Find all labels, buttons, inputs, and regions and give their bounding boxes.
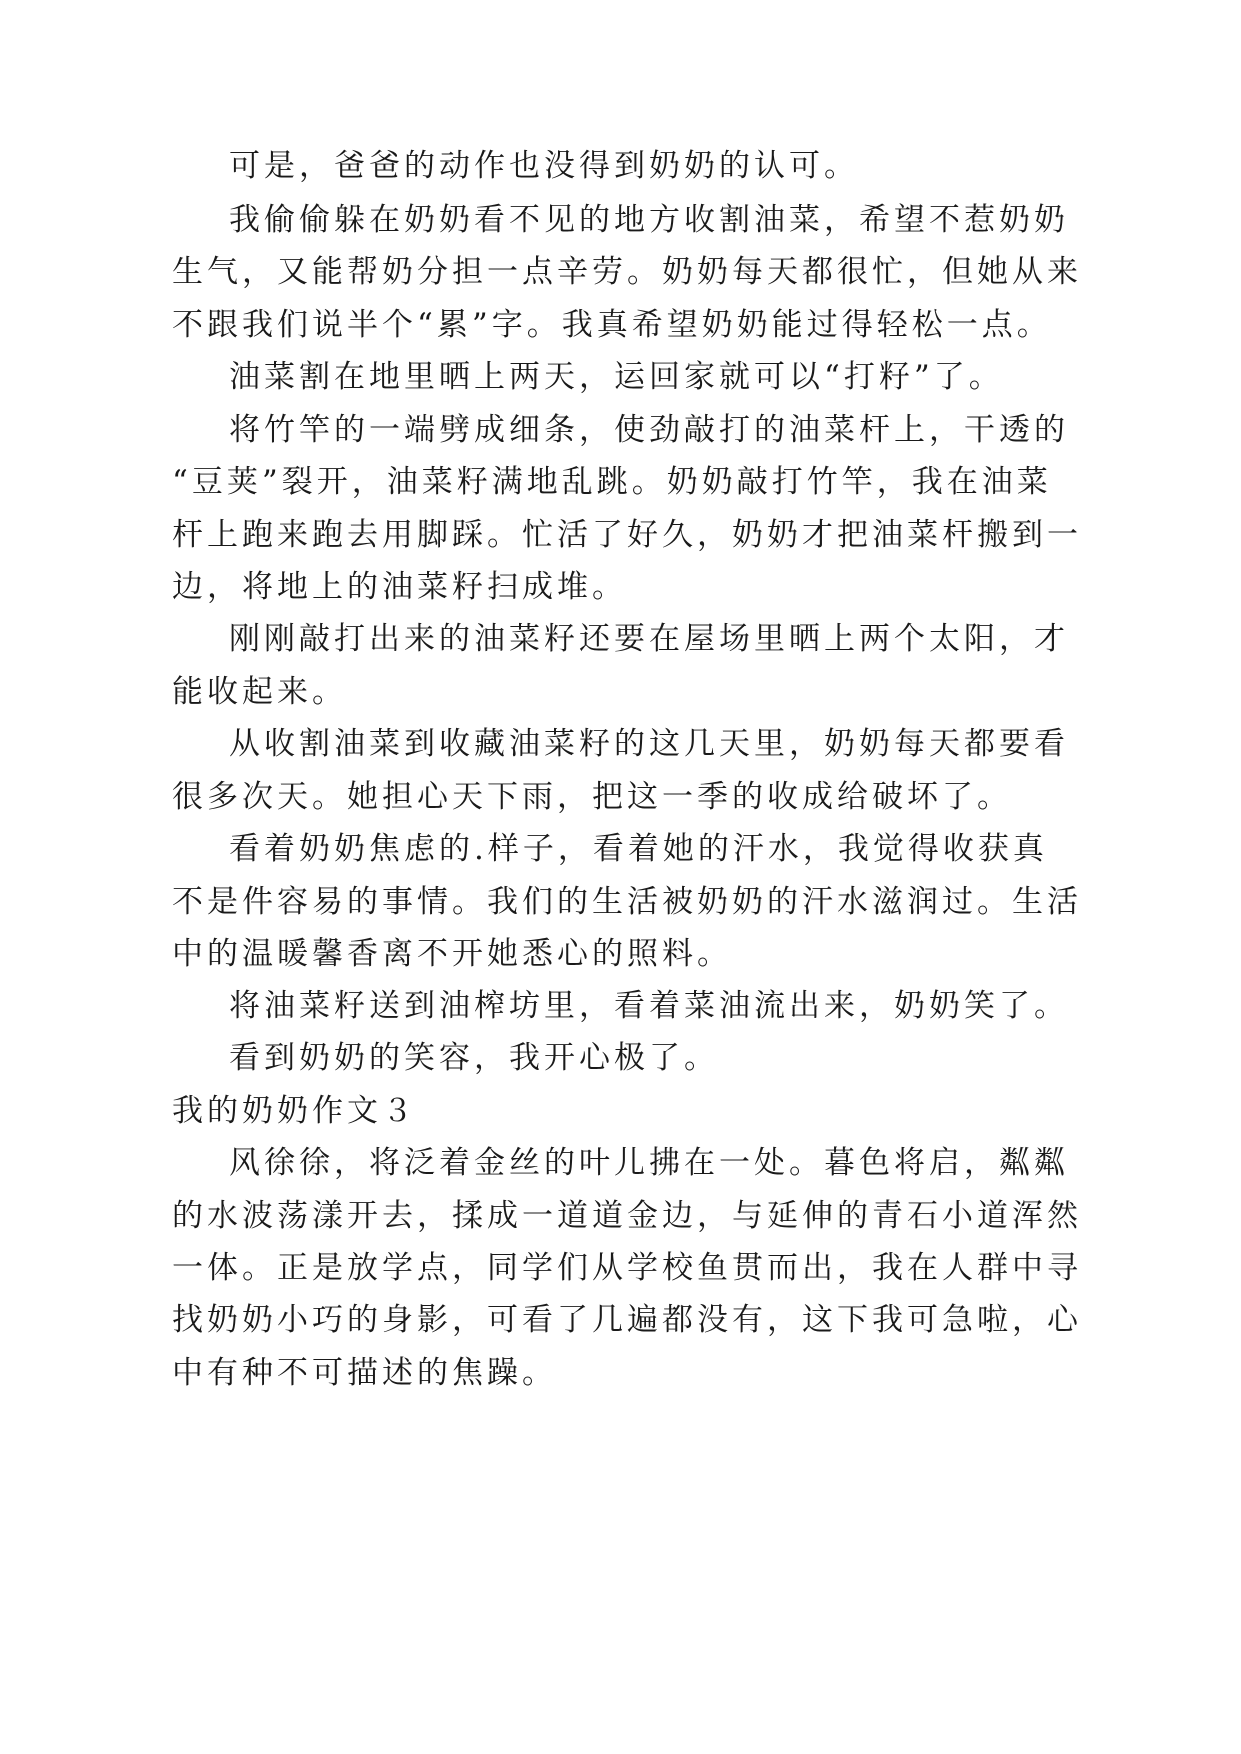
text-line: 风徐徐，将泛着金丝的叶儿拂在一处。暮色将启，粼粼 (229, 1145, 1069, 1181)
text-line: 将油菜籽送到油榨坊里，看着菜油流出来，奶奶笑了。 (229, 988, 1069, 1024)
text-line: “豆荚”裂开，油菜籽满地乱跳。奶奶敲打竹竿，我在油菜 (172, 464, 1052, 500)
text-line: 的水波荡漾开去，揉成一道道金边，与延伸的青石小道浑然 (172, 1198, 1082, 1234)
text-line: 很多次天。她担心天下雨，把这一季的收成给破坏了。 (172, 779, 1012, 815)
text-line: 看到奶奶的笑容，我开心极了。 (229, 1040, 719, 1076)
text-line: 边，将地上的油菜籽扫成堆。 (172, 569, 627, 605)
section-heading: 我的奶奶作文３ (172, 1093, 417, 1129)
text-line: 中的温暖馨香离不开她悉心的照料。 (172, 936, 732, 972)
text-line: 从收割油菜到收藏油菜籽的这几天里，奶奶每天都要看 (229, 726, 1069, 762)
text-line: 油菜割在地里晒上两天，运回家就可以“打籽”了。 (229, 359, 1004, 395)
text-line: 可是，爸爸的动作也没得到奶奶的认可。 (229, 148, 859, 184)
text-line: 找奶奶小巧的身影，可看了几遍都没有，这下我可急啦，心 (172, 1302, 1082, 1338)
text-line: 杆上跑来跑去用脚踩。忙活了好久，奶奶才把油菜杆搬到一 (172, 517, 1082, 553)
text-line: 中有种不可描述的焦躁。 (172, 1355, 557, 1391)
text-line: 刚刚敲打出来的油菜籽还要在屋场里晒上两个太阳，才 (229, 621, 1069, 657)
text-line: 一体。正是放学点，同学们从学校鱼贯而出，我在人群中寻 (172, 1250, 1082, 1286)
text-line: 看着奶奶焦虑的.样子，看着她的汗水，我觉得收获真 (229, 831, 1048, 867)
text-line: 不是件容易的事情。我们的生活被奶奶的汗水滋润过。生活 (172, 884, 1082, 920)
text-line: 我偷偷躲在奶奶看不见的地方收割油菜，希望不惹奶奶 (229, 202, 1069, 238)
text-line: 将竹竿的一端劈成细条，使劲敲打的油菜杆上，干透的 (229, 412, 1069, 448)
text-line: 不跟我们说半个“累”字。我真希望奶奶能过得轻松一点。 (172, 307, 1052, 343)
text-line: 生气，又能帮奶分担一点辛劳。奶奶每天都很忙，但她从来 (172, 254, 1082, 290)
text-line: 能收起来。 (172, 674, 347, 710)
